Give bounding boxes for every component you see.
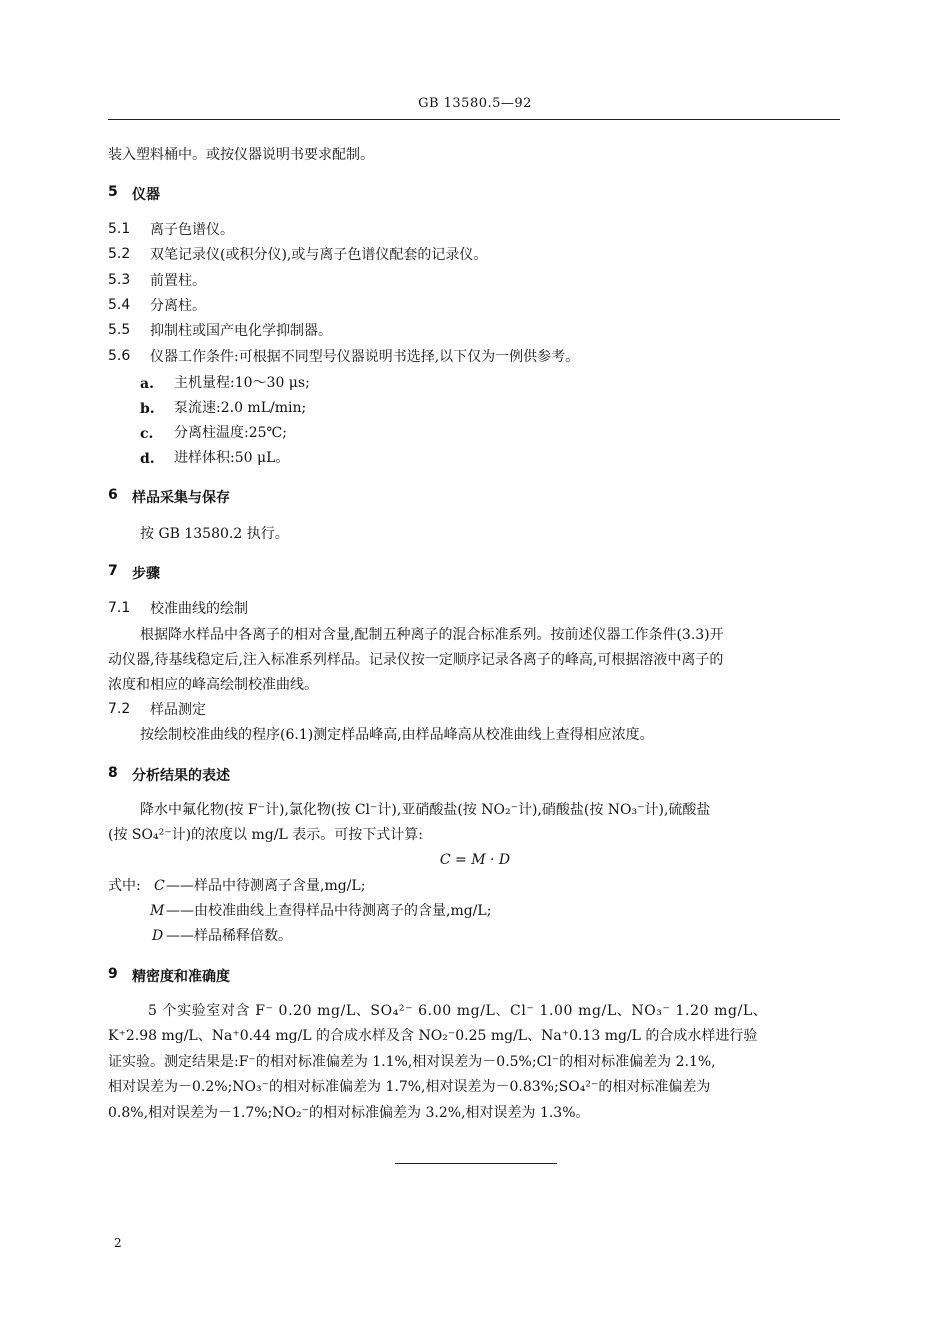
item-7-2-text: 按绘制校准曲线的程序(6.1)测定样品峰高,由样品峰高从校准曲线上查得相应浓度。 bbox=[140, 727, 654, 743]
section-9-line-2: K⁺2.98 mg/L、Na⁺0.44 mg/L 的合成水样及含 NO₂⁻0.25 mg/L、Na⁺0.13 mg/L 的合成水样进行验 bbox=[108, 1028, 758, 1044]
var-m-desc: ——由校准曲线上查得样品中待测离子的含量,mg/L; bbox=[166, 903, 492, 919]
where-label: 式中: bbox=[108, 878, 141, 894]
item-5-4-text: 分离柱。 bbox=[150, 298, 206, 314]
item-7-1-line-1: 根据降水样品中各离子的相对含量,配制五种离子的混合标准系列。按前述仪器工作条件(3.3)开 bbox=[140, 627, 724, 643]
item-5-5-number: 5.5 bbox=[108, 322, 131, 338]
item-7-2-number: 7.2 bbox=[108, 701, 131, 717]
section-6-text: 按 GB 13580.2 执行。 bbox=[140, 526, 289, 542]
var-c-symbol: C bbox=[154, 878, 165, 894]
section-5-number: 5 bbox=[108, 184, 118, 200]
item-5-6-text: 仪器工作条件:可根据不同型号仪器说明书选择,以下仅为一例供参考。 bbox=[150, 349, 580, 365]
section-9-title: 精密度和准确度 bbox=[132, 969, 230, 985]
var-c-desc: ——样品中待测离子含量,mg/L; bbox=[166, 878, 366, 894]
section-8-line-1: 降水中氟化物(按 F⁻计),氯化物(按 Cl⁻计),亚硝酸盐(按 NO₂⁻计),硝酸盐(按 NO₃⁻计),硫酸盐 bbox=[140, 802, 711, 818]
intro-line: 装入塑料桶中。或按仪器说明书要求配制。 bbox=[108, 147, 374, 163]
sub-c-label: c. bbox=[140, 426, 154, 442]
sub-a-text: 主机量程:10～30 μs; bbox=[174, 375, 310, 391]
standard-number-header: GB 13580.5—92 bbox=[418, 96, 532, 111]
section-6-title: 样品采集与保存 bbox=[132, 490, 230, 506]
section-9-line-3: 证实验。测定结果是:F⁻的相对标准偏差为 1.1%,相对误差为－0.5%;Cl⁻的相对标准偏差为 2.1%, bbox=[108, 1054, 716, 1070]
sub-b-text: 泵流速:2.0 mL/min; bbox=[174, 400, 307, 416]
section-7-title: 步骤 bbox=[132, 566, 160, 582]
item-5-4-number: 5.4 bbox=[108, 297, 131, 313]
section-9-line-1: 5 个实验室对含 F⁻ 0.20 mg/L、SO₄²⁻ 6.00 mg/L、Cl⁻ 1.00 mg/L、NO₃⁻ 1.20 mg/L、 bbox=[148, 1003, 768, 1019]
section-7-number: 7 bbox=[108, 563, 118, 579]
section-9-number: 9 bbox=[108, 966, 118, 982]
item-5-5-text: 抑制柱或国产电化学抑制器。 bbox=[150, 323, 332, 339]
sub-d-label: d. bbox=[140, 451, 155, 467]
item-7-1-line-3: 浓度和相应的峰高绘制校准曲线。 bbox=[108, 677, 318, 693]
section-8-number: 8 bbox=[108, 765, 118, 781]
var-m-symbol: M bbox=[150, 903, 165, 919]
item-7-1-title: 校准曲线的绘制 bbox=[150, 601, 248, 617]
section-9-line-4: 相对误差为－0.2%;NO₃⁻的相对标准偏差为 1.7%,相对误差为－0.83%;SO₄²⁻的相对标准偏差为 bbox=[108, 1079, 711, 1095]
section-6-number: 6 bbox=[108, 487, 118, 503]
item-5-3-text: 前置柱。 bbox=[150, 273, 206, 289]
item-7-2-title: 样品测定 bbox=[150, 702, 206, 718]
item-5-1-number: 5.1 bbox=[108, 221, 131, 237]
section-5-title: 仪器 bbox=[132, 187, 160, 203]
sub-a-label: a. bbox=[140, 376, 154, 392]
sub-b-label: b. bbox=[140, 401, 155, 417]
var-d-symbol: D bbox=[152, 928, 164, 944]
sub-d-text: 进样体积:50 μL。 bbox=[174, 450, 290, 466]
item-5-1-text: 离子色谱仪。 bbox=[150, 222, 234, 238]
item-5-2-text: 双笔记录仪(或积分仪),或与离子色谱仪配套的记录仪。 bbox=[150, 247, 488, 263]
item-7-1-line-2: 动仪器,待基线稳定后,注入标准系列样品。记录仪按一定顺序记录各离子的峰高,可根据溶液中离子的 bbox=[108, 652, 724, 668]
section-9-line-5: 0.8%,相对误差为－1.7%;NO₂⁻的相对标准偏差为 3.2%,相对误差为 1.3%。 bbox=[108, 1105, 590, 1121]
item-5-2-number: 5.2 bbox=[108, 246, 131, 262]
header-rule bbox=[108, 119, 840, 120]
formula: C = M · D bbox=[439, 852, 511, 868]
item-5-3-number: 5.3 bbox=[108, 272, 131, 288]
section-8-line-2: (按 SO₄²⁻计)的浓度以 mg/L 表示。可按下式计算: bbox=[108, 827, 423, 843]
item-7-1-number: 7.1 bbox=[108, 600, 131, 616]
end-rule bbox=[395, 1163, 557, 1164]
page-number: 2 bbox=[114, 1236, 122, 1250]
section-8-title: 分析结果的表述 bbox=[132, 768, 230, 784]
sub-c-text: 分离柱温度:25℃; bbox=[174, 425, 287, 441]
var-d-desc: ——样品稀释倍数。 bbox=[166, 928, 292, 944]
item-5-6-number: 5.6 bbox=[108, 348, 131, 364]
